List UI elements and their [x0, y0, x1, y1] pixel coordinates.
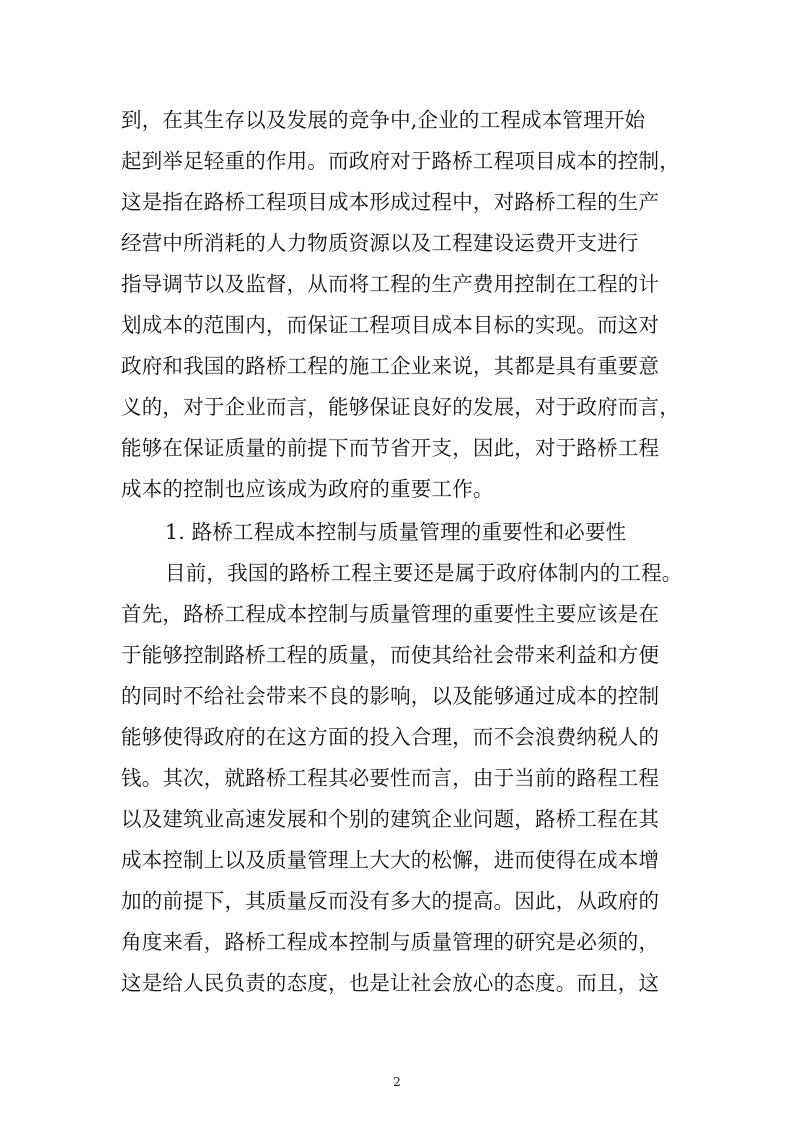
paragraph-line: 能够在保证质量的前提下而节省开支，因此，对于路桥工程: [121, 436, 660, 460]
paragraph-line: 划成本的范围内，而保证工程项目成本目标的实现。而这对: [121, 313, 660, 337]
paragraph-line: 于能够控制路桥工程的质量，而使其给社会带来利益和方便: [121, 643, 660, 667]
section-heading: 1. 路桥工程成本控制与质量管理的重要性和必要性: [165, 520, 627, 544]
paragraph-line: 指导调节以及监督，从而将工程的生产费用控制在工程的计: [121, 272, 660, 296]
paragraph-line: 经营中所消耗的人力物质资源以及工程建设运费开支进行: [121, 231, 639, 255]
page-number: 2: [393, 1075, 401, 1089]
paragraph-line: 能够使得政府的在这方面的投入合理，而不会浪费纳税人的: [121, 725, 660, 749]
paragraph-line: 成本控制上以及质量管理上大大的松懈，进而使得在成本增: [121, 848, 660, 872]
paragraph-line: 政府和我国的路桥工程的施工企业来说，其都是具有重要意: [121, 354, 660, 378]
paragraph-line: 目前，我国的路桥工程主要还是属于政府体制内的工程。: [165, 561, 683, 585]
paragraph-line: 角度来看，路桥工程成本控制与质量管理的研究是必须的，: [121, 930, 660, 954]
paragraph-line: 以及建筑业高速发展和个别的建筑企业问题，路桥工程在其: [121, 807, 660, 831]
paragraph-line: 成本的控制也应该成为政府的重要工作。: [121, 477, 494, 501]
paragraph-line: 这是指在路桥工程项目成本形成过程中，对路桥工程的生产: [121, 190, 660, 214]
paragraph-line: 钱。其次，就路桥工程其必要性而言，由于当前的路程工程: [121, 766, 660, 790]
paragraph-line: 首先，路桥工程成本控制与质量管理的重要性主要应该是在: [121, 602, 660, 626]
paragraph-line: 起到举足轻重的作用。而政府对于路桥工程项目成本的控制，: [121, 149, 680, 173]
paragraph-line: 到，在其生存以及发展的竞争中,企业的工程成本管理开始: [121, 108, 646, 132]
paragraph-line: 义的，对于企业而言，能够保证良好的发展，对于政府而言，: [121, 395, 680, 419]
paragraph-line: 加的前提下，其质量反而没有多大的提高。因此，从政府的: [121, 889, 660, 913]
paragraph-line: 的同时不给社会带来不良的影响，以及能够通过成本的控制: [121, 684, 660, 708]
paragraph-line: 这是给人民负责的态度，也是让社会放心的态度。而且，这: [121, 971, 660, 995]
